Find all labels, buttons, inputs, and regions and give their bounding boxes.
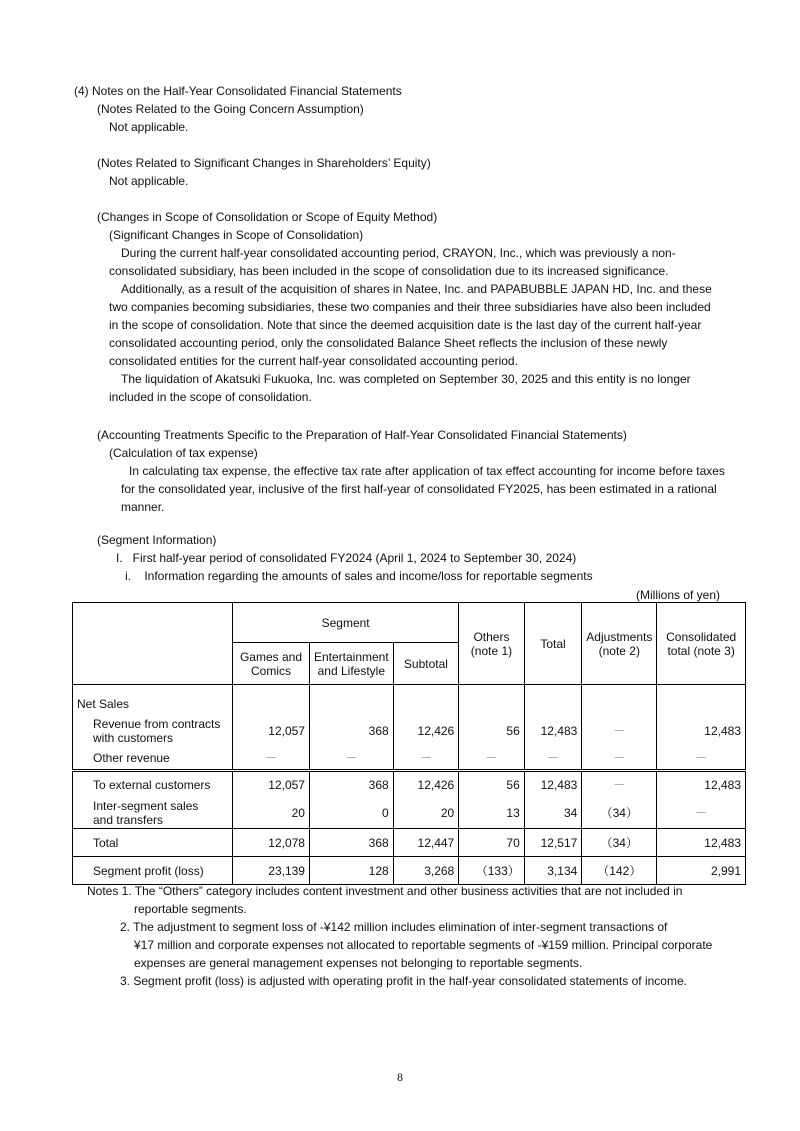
accounting-line3: manner.	[121, 500, 165, 514]
scope-p1-line1: During the current half-year consolidated accounting period, CRAYON, Inc., which was previously a non-	[121, 246, 676, 260]
table-cell: 56	[459, 715, 525, 747]
table-cell: 12,483	[657, 715, 746, 747]
segment-notes	[87, 882, 737, 990]
scope-p3-line1: The liquidation of Akatsuki Fukuoka, Inc. was completed on September 30, 2025 and this entity is no longer	[121, 372, 691, 386]
table-row	[73, 747, 746, 771]
scope-p3-line2: included in the scope of consolidation.	[109, 390, 312, 404]
table-cell: －	[524, 747, 582, 771]
accounting-block	[97, 426, 725, 516]
section-title: (4) Notes on the Half-Year Consolidated Financial Statements	[74, 84, 402, 98]
table-cell: 12,483	[657, 771, 746, 799]
scope-p1-line2: consolidated subsidiary, has been included in the scope of consolidation due to its increased significance.	[109, 264, 669, 278]
table-cell: （133）	[459, 857, 525, 885]
row-label-line2: and transfers	[93, 813, 164, 828]
row-label	[73, 829, 233, 857]
table-cell: 368	[309, 829, 393, 857]
table-cell: （142）	[582, 857, 657, 885]
accounting-subheading: (Calculation of tax expense)	[109, 446, 258, 460]
table-cell: 13	[459, 799, 525, 829]
header-total: Total	[524, 603, 582, 685]
segment-heading: (Segment Information)	[97, 533, 217, 547]
equity-heading: (Notes Related to Significant Changes in Shareholders’ Equity)	[97, 156, 431, 170]
scope-p2-line5: consolidated entities for the current half-year consolidated accounting period.	[109, 354, 518, 368]
accounting-heading: (Accounting Treatments Specific to the Preparation of Half-Year Consolidated Financial Statements)	[97, 428, 627, 442]
segment-block	[97, 531, 593, 585]
table-cell: 56	[459, 771, 525, 799]
header-subtotal: Subtotal	[393, 643, 459, 685]
header-adjustments-line2: (note 2)	[598, 643, 640, 658]
segment-table	[72, 602, 746, 885]
table-cell: 12,426	[393, 771, 459, 799]
note-2-line1: 2. The adjustment to segment loss of -¥142 million includes elimination of inter-segment transactions of	[120, 920, 668, 934]
header-entertainment	[309, 643, 393, 685]
row-label-line1: Total	[93, 835, 119, 850]
scope-heading: (Changes in Scope of Consolidation or Scope of Equity Method)	[97, 210, 438, 224]
table-cell: 2,991	[657, 857, 746, 885]
table-cell: （34）	[582, 829, 657, 857]
header-consolidated-line2: total (note 3)	[667, 643, 735, 658]
table-cell: －	[582, 771, 657, 799]
table-row	[73, 771, 746, 799]
table-cell: －	[459, 747, 525, 771]
header-others-line1: Others	[473, 629, 510, 644]
header-games	[233, 643, 310, 685]
header-consolidated-line1: Consolidated	[666, 629, 737, 644]
row-label	[73, 771, 233, 799]
table-cell: 20	[393, 799, 459, 829]
table-cell: 0	[309, 799, 393, 829]
table-row	[73, 799, 746, 829]
row-label-line1: Revenue from contracts	[93, 716, 221, 731]
row-label-line2: with customers	[93, 730, 174, 745]
row-label-line1: Inter-segment sales	[93, 799, 199, 814]
table-cell: －	[233, 747, 310, 771]
equity-body: Not applicable.	[109, 174, 189, 188]
table-cell: －	[582, 747, 657, 771]
table-cell: 3,134	[524, 857, 582, 885]
scope-p2-line1: Additionally, as a result of the acquisition of shares in Natee, Inc. and PAPABUBBLE JAPAN HD, Inc. and these	[121, 282, 712, 296]
note-1-line2: reportable segments.	[134, 902, 247, 916]
table-cell: 3,268	[393, 857, 459, 885]
header-blank-cell	[73, 603, 233, 685]
header-entertainment-line1: Entertainment	[313, 649, 389, 664]
equity-block	[97, 154, 431, 190]
table-cell: 12,517	[524, 829, 582, 857]
header-others	[459, 603, 525, 685]
table-cell: 34	[524, 799, 582, 829]
scope-p2-line4: consolidated accounting period, only the consolidated Balance Sheet reflects the inclusion of these newly	[109, 336, 668, 350]
table-cell: 368	[309, 715, 393, 747]
header-entertainment-line2: and Lifestyle	[317, 663, 386, 678]
header-segment: Segment	[233, 603, 459, 643]
segment-period: I. First half-year period of consolidated FY2024 (April 1, 2024 to September 30, 2024)	[116, 551, 577, 565]
row-label-line1: Other revenue	[93, 750, 170, 765]
table-row	[73, 829, 746, 857]
table-cell: 368	[309, 771, 393, 799]
table-cell: （34）	[582, 799, 657, 829]
going-concern-body: Not applicable.	[109, 120, 189, 134]
going-concern-heading: (Notes Related to the Going Concern Assumption)	[97, 102, 364, 116]
table-row	[73, 857, 746, 885]
table-cell: －	[309, 747, 393, 771]
table-cell: －	[393, 747, 459, 771]
note-3-line1: 3. Segment profit (loss) is adjusted with operating profit in the half-year consolidated statements of income.	[120, 974, 687, 988]
scope-p2-line3: in the scope of consolidation. Note that since the deemed acquisition date is the last day of the current half-year	[109, 318, 702, 332]
row-label	[73, 857, 233, 885]
table-cell: 12,426	[393, 715, 459, 747]
table-cell: 128	[309, 857, 393, 885]
table-cell: 12,078	[233, 829, 310, 857]
table-cell: －	[657, 799, 746, 829]
scope-subheading: (Significant Changes in Scope of Consolidation)	[109, 228, 364, 242]
header-others-line2: (note 1)	[470, 643, 513, 658]
table-cell: 12,057	[233, 771, 310, 799]
header-consolidated	[657, 603, 746, 685]
table-cell: 23,139	[233, 857, 310, 885]
header-adjustments-line1: Adjustments	[586, 629, 653, 644]
page-number: 8	[397, 1070, 403, 1084]
table-cell: 70	[459, 829, 525, 857]
scope-p2-line2: two companies becoming subsidiaries, these two companies and their three subsidiaries have also been included	[109, 300, 711, 314]
table-cell: －	[582, 715, 657, 747]
row-label	[73, 715, 233, 747]
accounting-line1: In calculating tax expense, the effective tax rate after application of tax effect accounting for income before taxes	[129, 464, 725, 478]
table-cell: 12,057	[233, 715, 310, 747]
row-label-line1: Segment profit (loss)	[93, 863, 204, 878]
header-adjustments	[582, 603, 657, 685]
table-cell: －	[657, 747, 746, 771]
accounting-line2: for the consolidated year, inclusive of the first half-year of consolidated FY2025, has been estimated in a rational	[121, 482, 717, 496]
header-games-line1: Games and	[239, 649, 303, 664]
row-label	[73, 747, 233, 771]
net-sales-label: Net Sales	[73, 685, 233, 715]
note-2-line3: expenses are general management expenses not belonging to reportable segments.	[134, 956, 583, 970]
table-row	[73, 685, 746, 715]
note-1-line1: Notes 1. The “Others” category includes content investment and other business activities that are not included in	[87, 884, 683, 898]
scope-block	[97, 208, 712, 406]
table-cell: 12,483	[657, 829, 746, 857]
note-2-line2: ¥17 million and corporate expenses not allocated to reportable segments of -¥159 million. Principal corporate	[134, 938, 713, 952]
table-cell: 12,447	[393, 829, 459, 857]
table-cell: 12,483	[524, 771, 582, 799]
row-label	[73, 799, 233, 829]
row-label-line1: To external customers	[93, 778, 211, 793]
going-concern-block	[97, 100, 364, 136]
table-cell: 20	[233, 799, 310, 829]
table-cell: 12,483	[524, 715, 582, 747]
header-games-line2: Comics	[250, 663, 291, 678]
segment-info-title: i. Information regarding the amounts of sales and income/loss for reportable segments	[125, 569, 593, 583]
units-label: (Millions of yen)	[636, 588, 721, 602]
table-row	[73, 715, 746, 747]
